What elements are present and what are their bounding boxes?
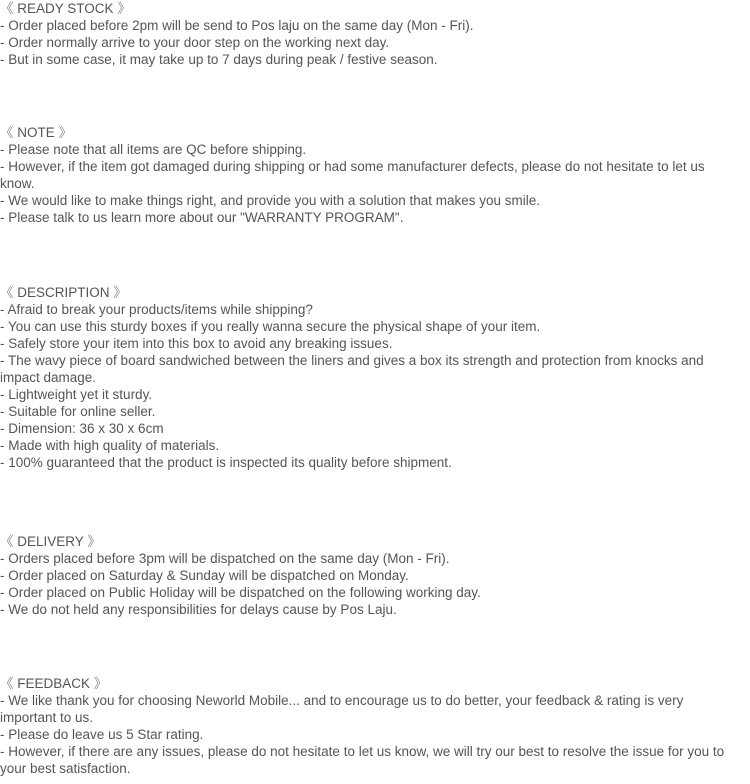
section-line: - But in some case, it may take up to 7 days during peak / festive season. xyxy=(0,52,438,67)
section-heading: 《 READY STOCK 》 xyxy=(0,1,131,16)
section-line: - However, if there are any issues, please do not hesitate to let us know, we will try our best to resolve the issue for you to your best satisfaction. xyxy=(0,744,725,776)
section-line: - The wavy piece of board sandwiched between the liners and gives a box its strength and protection from knocks and impact damage. xyxy=(0,353,704,385)
section-line: - However, if the item got damaged during shipping or had some manufacturer defects, please do not hesitate to let us know. xyxy=(0,159,705,191)
section-line: - Orders placed before 3pm will be dispatched on the same day (Mon - Fri). xyxy=(0,551,450,566)
section-heading: 《 DESCRIPTION 》 xyxy=(0,285,127,300)
section-feedback xyxy=(0,675,740,777)
section-line: - Afraid to break your products/items while shipping? xyxy=(0,302,313,317)
section-line: - Dimension: 36 x 30 x 6cm xyxy=(0,421,164,436)
section-line: - We do not held any responsibilities for delays cause by Pos Laju. xyxy=(0,602,397,617)
section-line: - Order placed on Public Holiday will be dispatched on the following working day. xyxy=(0,585,481,600)
section-line: - Made with high quality of materials. xyxy=(0,438,220,453)
section-line: - Safely store your item into this box to avoid any breaking issues. xyxy=(0,336,393,351)
section-line: - You can use this sturdy boxes if you really wanna secure the physical shape of your item. xyxy=(0,319,541,334)
section-ready-stock xyxy=(0,0,740,68)
section-line: - Order normally arrive to your door step on the working next day. xyxy=(0,35,390,50)
section-description xyxy=(0,284,740,471)
section-line: - Order placed before 2pm will be send to Pos laju on the same day (Mon - Fri). xyxy=(0,18,474,33)
section-heading: 《 NOTE 》 xyxy=(0,125,73,140)
section-heading: 《 DELIVERY 》 xyxy=(0,534,101,549)
section-line: - Please talk to us learn more about our "WARRANTY PROGRAM". xyxy=(0,210,404,225)
section-line: - Order placed on Saturday & Sunday will be dispatched on Monday. xyxy=(0,568,409,583)
section-line: - Lightweight yet it sturdy. xyxy=(0,387,153,402)
section-line: - Please do leave us 5 Star rating. xyxy=(0,727,204,742)
section-heading: 《 FEEDBACK 》 xyxy=(0,676,108,691)
section-line: - We would like to make things right, and provide you with a solution that makes you smile. xyxy=(0,193,541,208)
section-line: - Suitable for online seller. xyxy=(0,404,156,419)
section-line: - We like thank you for choosing Neworld Mobile... and to encourage us to do better, your feedback & rating is very important to us. xyxy=(0,693,684,725)
section-line: - 100% guaranteed that the product is inspected its quality before shipment. xyxy=(0,455,452,470)
section-note xyxy=(0,124,740,226)
section-delivery xyxy=(0,533,740,618)
section-line: - Please note that all items are QC before shipping. xyxy=(0,142,307,157)
